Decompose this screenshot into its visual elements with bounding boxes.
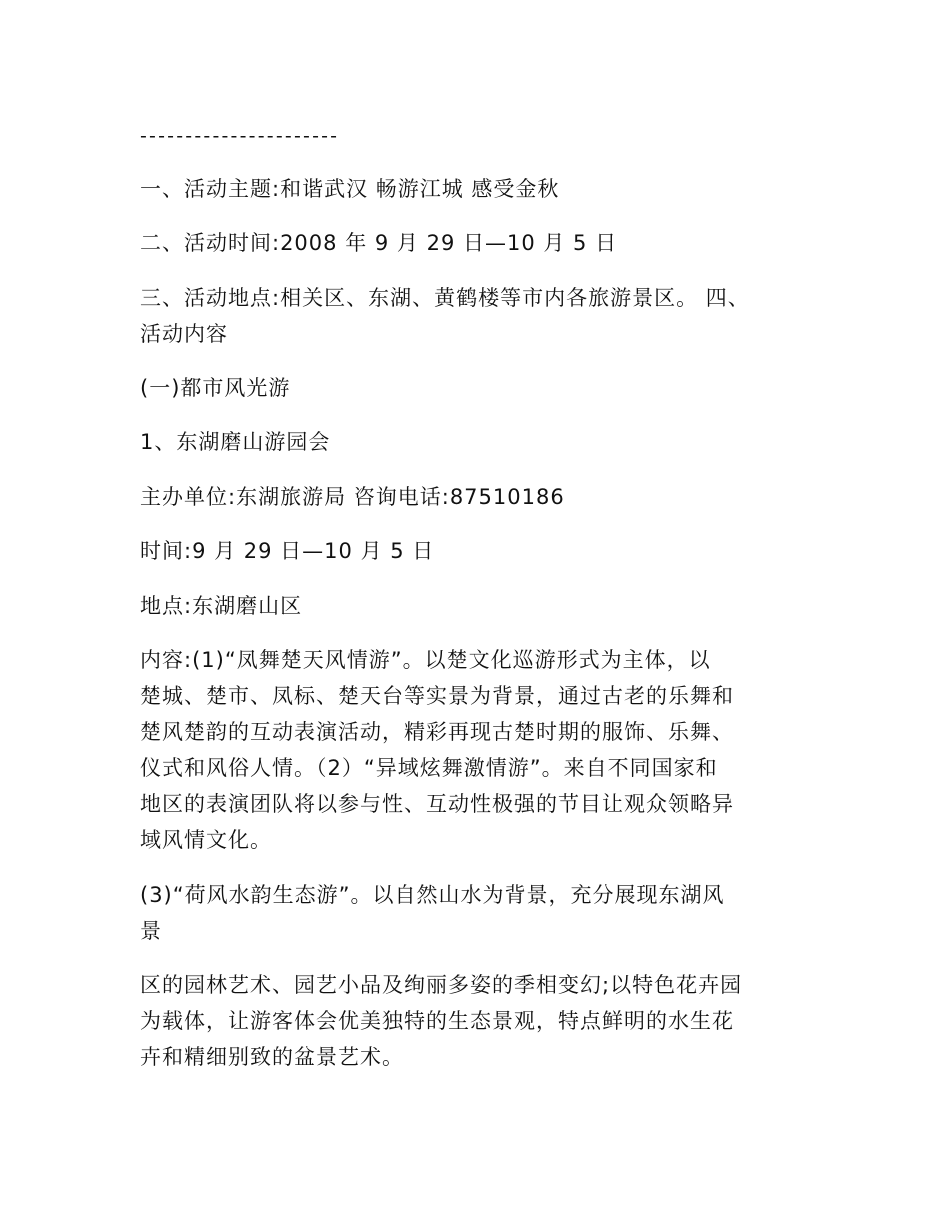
- content-line: 楚风楚韵的互动表演活动，精彩再现古楚时期的服饰、乐舞、: [140, 720, 734, 744]
- activity-location-line-2: 活动内容: [140, 322, 228, 346]
- content-line: 仪式和风俗人情。（2）“异域炫舞激情游”。来自不同国家和: [140, 756, 718, 780]
- time-line: 时间:9 月 29 日—10 月 5 日: [140, 539, 435, 563]
- separator-line: ----------------------: [140, 125, 340, 147]
- content-3-line: (3)“荷风水韵生态游”。以自然山水为背景，充分展现东湖风: [140, 883, 725, 907]
- content-4-paragraph: [140, 967, 820, 1075]
- activity-theme: 一、活动主题:和谐武汉 畅游江城 感受金秋: [140, 177, 560, 201]
- content-3-paragraph: [140, 877, 820, 949]
- content-line: 域风情文化。: [140, 828, 272, 852]
- content-4-line: 区的园林艺术、园艺小品及绚丽多姿的季相变幻;以特色花卉园: [140, 973, 743, 997]
- section-heading: (一)都市风光游: [140, 376, 291, 400]
- activity-time: 二、活动时间:2008 年 9 月 29 日—10 月 5 日: [140, 231, 618, 255]
- content-paragraph: [140, 642, 820, 858]
- activity-location-paragraph: [140, 280, 820, 352]
- content-4-line: 卉和精细别致的盆景艺术。: [140, 1045, 404, 1069]
- activity-location-line-1: 三、活动地点:相关区、东湖、黄鹤楼等市内各旅游景区。 四、: [140, 286, 750, 310]
- content-line: 地区的表演团队将以参与性、互动性极强的节目让观众领略异: [140, 792, 734, 816]
- content-line: 内容:(1)“凤舞楚天风情游”。以楚文化巡游形式为主体，以: [140, 648, 711, 672]
- content-3-line: 景: [140, 919, 162, 943]
- organizer-line: 主办单位:东湖旅游局 咨询电话:87510186: [140, 485, 565, 509]
- event-title: 1、东湖磨山游园会: [140, 430, 331, 454]
- content-4-line: 为载体，让游客体会优美独特的生态景观，特点鲜明的水生花: [140, 1009, 734, 1033]
- location-line: 地点:东湖磨山区: [140, 594, 303, 618]
- content-line: 楚城、楚市、凤标、楚天台等实景为背景，通过古老的乐舞和: [140, 684, 734, 708]
